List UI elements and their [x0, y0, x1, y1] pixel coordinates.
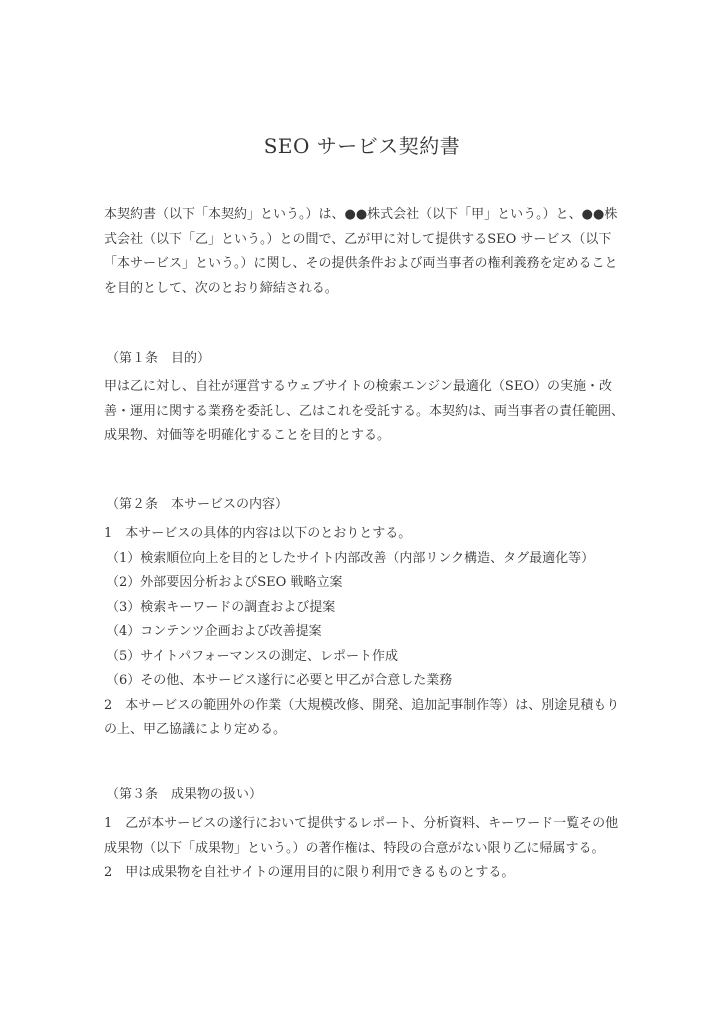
article-list-item: （2）外部要因分析およびSEO 戦略立案: [106, 575, 343, 590]
preamble-line: 式会社（以下「乙」という。）との間で、乙が甲に対して提供するSEO サービス（以下: [104, 231, 612, 247]
article-line: 1 乙が本サービスの遂行において提供するレポート、分析資料、キーワード一覧その他: [104, 816, 619, 831]
article-2-body: [104, 522, 624, 743]
article-line: 善・運用に関する業務を委託し、乙はこれを受託する。本契約は、両当事者の責任範囲、: [104, 403, 625, 419]
article-list-item: （5）サイトパフォーマンスの測定、レポート作成: [106, 648, 399, 664]
article-line: 1 本サービスの具体的内容は以下のとおりとする。: [104, 526, 412, 541]
article-line: 成果物、対価等を明確化することを目的とする。: [104, 428, 391, 443]
article-list-item: （1）検索順位向上を目的としたサイト内部改善（内部リンク構造、タグ最適化等）: [106, 550, 595, 566]
article-line: 成果物（以下「成果物」という。）の著作権は、特段の合意がない限り乙に帰属する。: [104, 840, 605, 856]
article-3-body: [104, 812, 624, 886]
article-3-heading: （第３条 成果物の扱い）: [106, 787, 263, 802]
article-line: 2 甲は成果物を自社サイトの運用目的に限り利用できるものとする。: [104, 865, 515, 880]
preamble-line: 本契約書（以下「本契約」という。）は、●●株式会社（以下「甲」という。）と、●●株: [104, 207, 618, 222]
preamble-paragraph: [104, 203, 624, 301]
article-1-body: [104, 375, 624, 449]
article-line: の上、甲乙協議により定める。: [104, 722, 287, 737]
article-list-item: （4）コンテンツ企画および改善提案: [106, 624, 322, 639]
article-line: 2 本サービスの範囲外の作業（大規模改修、開発、追加記事制作等）は、別途見積もり: [104, 697, 620, 713]
preamble-line: を目的として、次のとおり締結される。: [104, 280, 338, 296]
document-title: SEO サービス契約書: [263, 134, 461, 158]
article-list-item: （3）検索キーワードの調査および提案: [106, 599, 336, 615]
article-list-item: （6）その他、本サービス遂行に必要と甲乙が合意した業務: [106, 673, 453, 688]
article-1-heading: （第１条 目的）: [106, 351, 211, 366]
article-2-heading: （第２条 本サービスの内容）: [106, 497, 289, 512]
preamble-line: 「本サービス」という。）に関し、その提供条件および両当事者の権利義務を定めること: [104, 256, 618, 271]
article-line: 甲は乙に対し、自社が運営するウェブサイトの検索エンジン最適化（SEO）の実施・改: [104, 379, 612, 394]
